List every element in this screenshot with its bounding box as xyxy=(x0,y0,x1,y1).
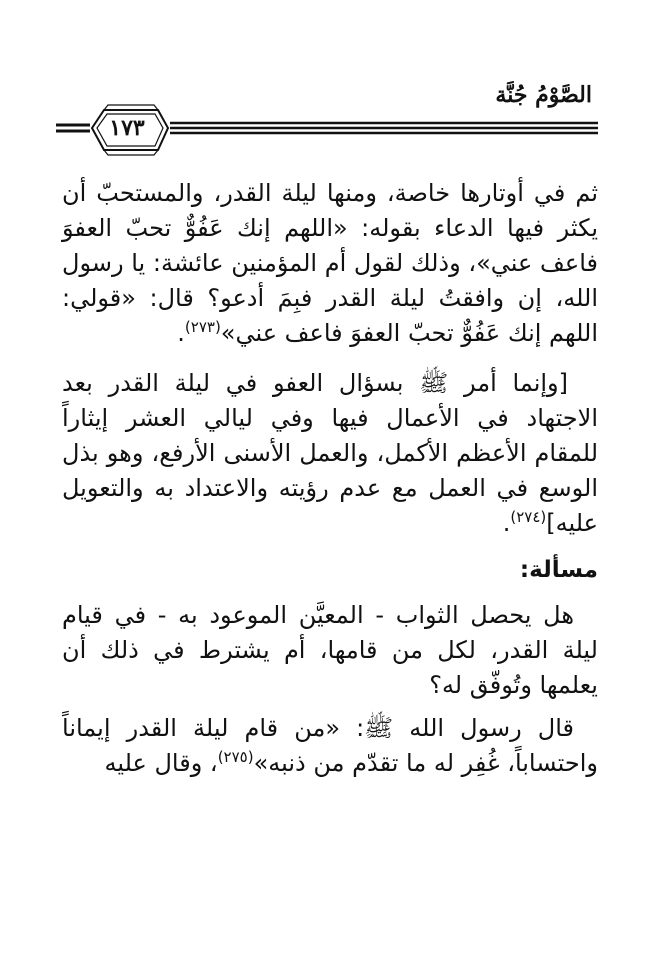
footnote-ref-275[interactable]: (٢٧٥) xyxy=(217,748,254,766)
running-title: الصَّوْمُ جُنَّة xyxy=(495,82,592,108)
footnote-ref-273[interactable]: (٢٧٣) xyxy=(184,318,221,336)
paragraph-2-text: [وإنما أمر ﷺ بسؤال العفو في ليلة القدر بعد الاجتهاد في الأعمال فيها وفي ليالي العشر إيثاراً للمقام الأعظم الأكمل، والعمل الأسنى الأرفع، وهو بذل الوسع في العمل مع عدم رؤيته والاعتداد به والتعويل عليه] xyxy=(62,369,598,537)
issue-heading: مسألة: xyxy=(519,557,598,583)
paragraph-4-text-a: قال رسول الله ﷺ: «من قام ليلة القدر إيماناً واحتساباً، غُفِر له ما تقدّم من ذنبه» xyxy=(62,714,598,777)
paragraph-3: هل يحصل الثواب - المعيَّن الموعود به - في قيام ليلة القدر، لكل من قامها، أم يشترط في ذلك أن يعلمها وتُوفّق له؟ xyxy=(62,601,598,699)
footnote-ref-274[interactable]: (٢٧٤) xyxy=(510,508,547,526)
paragraph-1 xyxy=(62,176,598,351)
paragraph-2-end: . xyxy=(502,509,511,537)
paragraph-4-text-b: ، وقال عليه xyxy=(104,749,218,777)
paragraph-4 xyxy=(62,711,598,781)
page-number: ١٧٣ xyxy=(109,115,145,141)
paragraph-2 xyxy=(62,366,598,541)
paragraph-1-end: . xyxy=(177,319,185,347)
page-body xyxy=(62,176,598,781)
paragraph-1-text: ثم في أوتارها خاصة، ومنها ليلة القدر، والمستحبّ أن يكثر فيها الدعاء بقوله: «اللهم إنك عَفُوٌّ تحبّ العفوَ فاعف عني»، وذلك لقول أم المؤمنين عائشة: يا رسول الله، إن وافقتُ ليلة القدر فبِمَ أدعو؟ قال: «قولي: اللهم إنك عَفُوٌّ تحبّ العفوَ فاعف عني» xyxy=(62,179,598,347)
